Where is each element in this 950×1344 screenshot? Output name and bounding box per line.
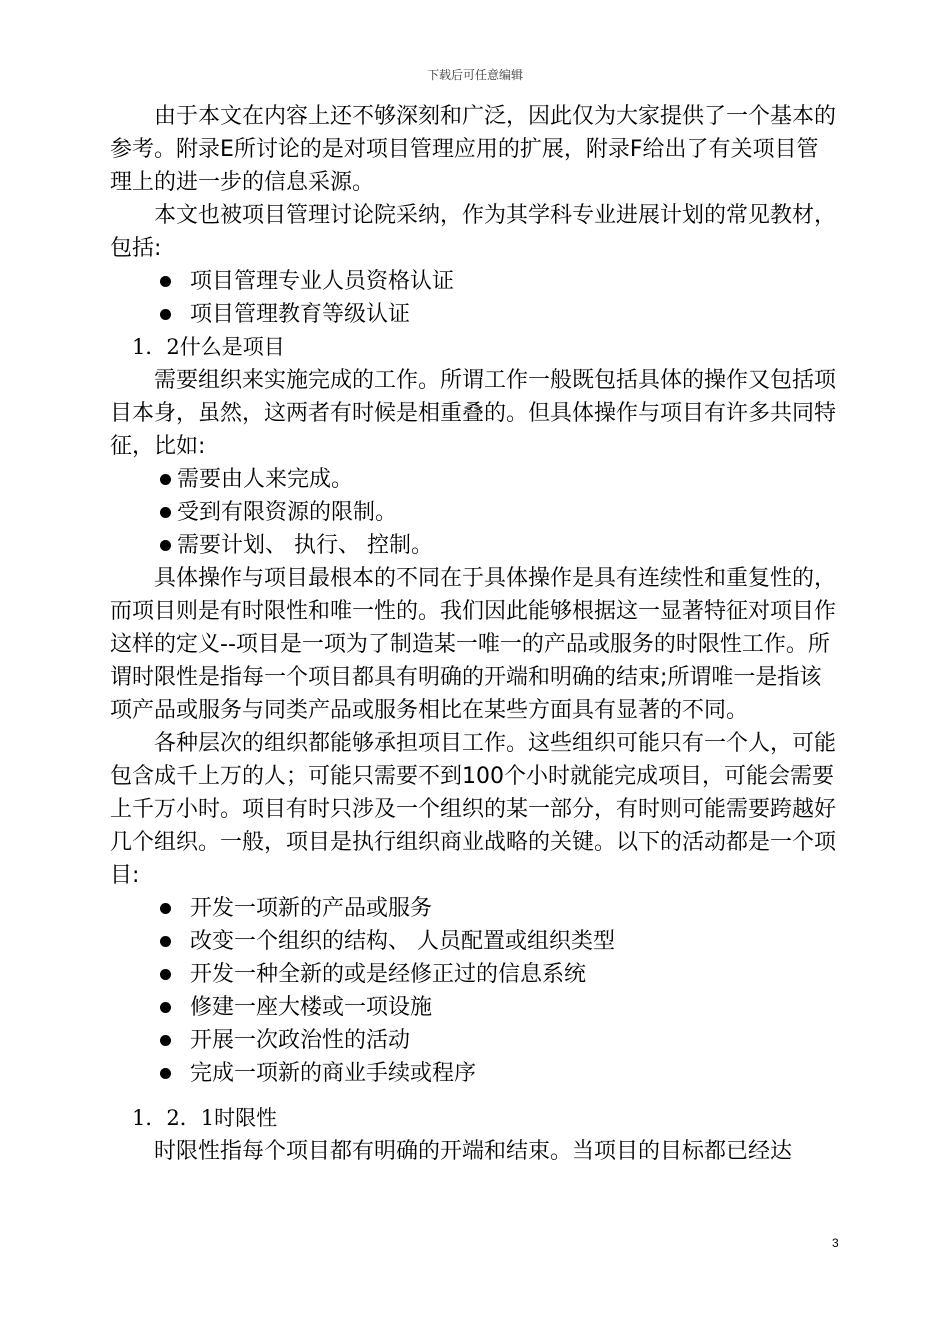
document-body (110, 100, 840, 1168)
page-number: 3 (832, 1236, 839, 1250)
bullet-icon (160, 936, 171, 947)
bullet-icon (160, 309, 171, 320)
bullet-list (110, 265, 840, 331)
list-item: 修建一座大楼或一项设施 (110, 991, 840, 1024)
bullet-icon (160, 1068, 171, 1079)
bullet-icon (160, 540, 171, 551)
paragraph: 由于本文在内容上还不够深刻和广泛，因此仅为大家提供了一个基本的参考。附录E所讨论的是对项目管理应用的扩展，附录F给出了有关项目管理上的进一步的信息采源。 (110, 104, 837, 195)
list-item: 改变一个组织的结构、 人员配置或组织类型 (110, 925, 840, 958)
paragraph: 需要组织来实施完成的工作。所谓工作一般既包括具体的操作又包括项目本身，虽然，这两者有时候是相重叠的。但具体操作与项目有许多共同特征，比如: (110, 368, 837, 459)
bullet-list (110, 892, 840, 1090)
bullet-list (110, 463, 840, 562)
section-heading: 1．2什么是项目 (132, 335, 285, 359)
list-item: 项目管理教育等级认证 (110, 298, 840, 331)
list-item: 开发一项新的产品或服务 (110, 892, 840, 925)
list-item: 项目管理专业人员资格认证 (110, 265, 840, 298)
paragraph: 具体操作与项目最根本的不同在于具体操作是具有连续性和重复性的，而项目则是有时限性和唯一性的。我们因此能够根据这一显著特征对项目作这样的定义--项目是一项为了制造某一唯一的产品或服务的时限性工作。所谓时限性是指每一个项目都具有明确的开端和明确的结束;所谓唯一是指该项产品或服务与同类产品或服务相比在某些方面具有显著的不同。 (110, 566, 837, 723)
paragraph: 时限性指每个项目都有明确的开端和结束。当项目的目标都已经达 (154, 1139, 793, 1164)
bullet-icon (160, 969, 171, 980)
list-item: 开展一次政治性的活动 (110, 1024, 840, 1057)
list-item: 开发一种全新的或是经修正过的信息系统 (110, 958, 840, 991)
bullet-icon (160, 1002, 171, 1013)
paragraph: 本文也被项目管理讨论院采纳，作为其学科专业进展计划的常见教材，包括: (110, 203, 837, 261)
list-item: 需要由人来完成。 (110, 463, 840, 496)
paragraph: 各种层次的组织都能够承担项目工作。这些组织可能只有一个人，可能包含成千上万的人；可能只需要不到100个小时就能完成项目，可能会需要上千万小时。项目有时只涉及一个组织的某一部分，有时则可能需要跨越好几个组织。一般，项目是执行组织商业战略的关键。以下的活动都是一个项目: (110, 731, 837, 888)
list-item: 需要计划、 执行、 控制。 (110, 529, 840, 562)
bullet-icon (160, 903, 171, 914)
bullet-icon (160, 507, 171, 518)
list-item: 受到有限资源的限制。 (110, 496, 840, 529)
list-item: 完成一项新的商业手续或程序 (110, 1057, 840, 1090)
bullet-icon (160, 1035, 171, 1046)
page-header: 下载后可任意编辑 (426, 68, 523, 82)
section-heading: 1．2．1时限性 (132, 1106, 278, 1130)
bullet-icon (160, 474, 171, 485)
bullet-icon (160, 276, 171, 287)
